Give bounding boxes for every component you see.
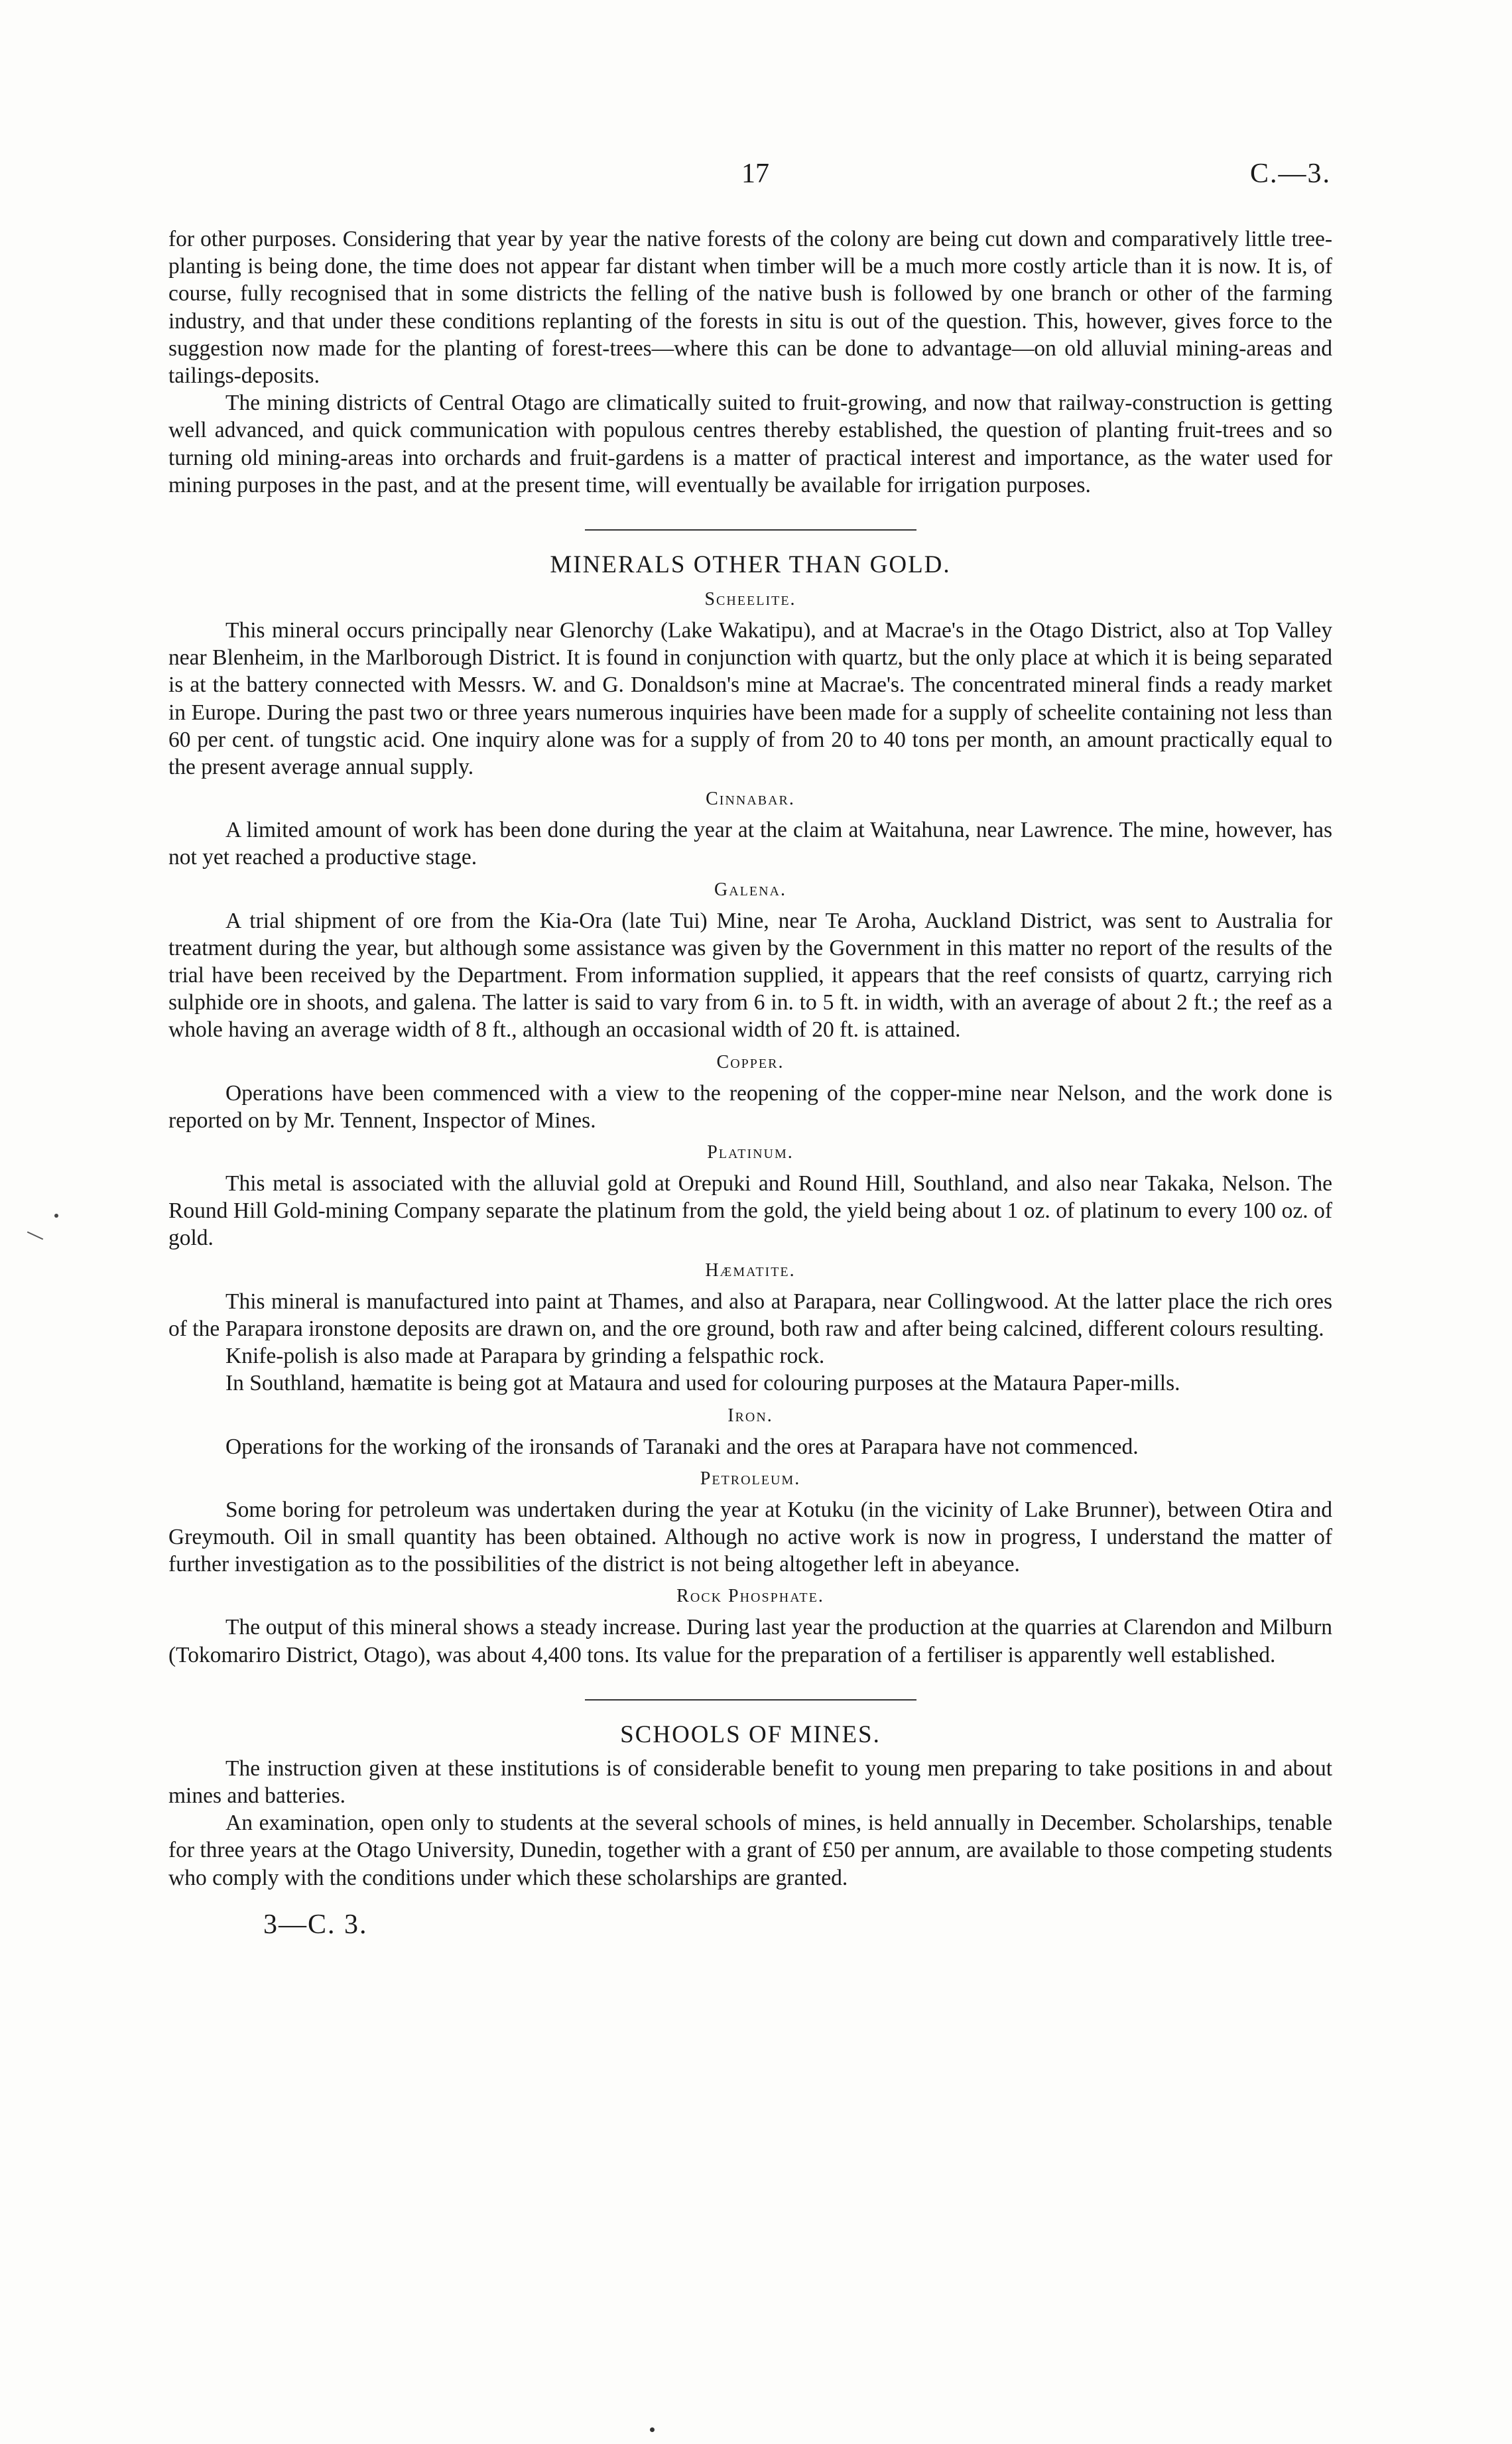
section-heading-iron: Iron. bbox=[727, 1405, 773, 1426]
section-heading-rock-phosphate: Rock Phosphate. bbox=[676, 1586, 824, 1607]
section-divider bbox=[585, 1699, 916, 1701]
section-heading-copper: Copper. bbox=[716, 1051, 785, 1072]
section-paragraph: A limited amount of work has been done during the year at the claim at Waitahuna, near Lawrence. The mine, however, has not yet reached a productive stage. bbox=[168, 818, 1332, 870]
schools-title: SCHOOLS OF MINES. bbox=[620, 1720, 881, 1748]
section-paragraph: Knife-polish is also made at Parapara by grinding a felspathic rock. bbox=[225, 1344, 825, 1369]
intro-paragraph: for other purposes. Considering that year by year the native forests of the colony are being cut down and comparatively little tree-planting is being done, the time does not appear far distant when timber will be a much more costly article than it is now. It is, of course, fully recognised that in some districts the felling of the native bush is followed by one branch or other of the farming industry, and that under these conditions replanting of the forests in situ is out of the question. This, however, gives force to the suggestion now made for the planting of forest-trees—where this can be done to advantage—on old alluvial mining-areas and tailings-deposits. bbox=[168, 227, 1332, 389]
section-heading-galena: Galena. bbox=[714, 879, 787, 900]
section-heading-scheelite: Scheelite. bbox=[704, 589, 796, 610]
section-heading-platinum: Platinum. bbox=[707, 1142, 794, 1163]
section-heading-petroleum: Petroleum. bbox=[700, 1468, 801, 1489]
page-number: 17 bbox=[741, 159, 769, 189]
schools-paragraph: An examination, open only to students at the several schools of mines, is held annually in December. Scholarships, tenable for three years at the Otago University, Dunedin, together with a grant of £50 per annum, are available to those competing students who comply with the conditions under which these scholarships are granted. bbox=[168, 1811, 1332, 1890]
scan-mark bbox=[27, 1232, 43, 1240]
section-heading-haematite: Hæmatite. bbox=[705, 1259, 796, 1281]
section-heading-cinnabar: Cinnabar. bbox=[706, 789, 795, 810]
series-reference: C.—3. bbox=[1250, 159, 1332, 189]
schools-paragraph: The instruction given at these institutions is of considerable benefit to young men preparing to take positions in and about mines and batteries. bbox=[168, 1756, 1332, 1808]
page-body bbox=[168, 225, 1332, 1941]
section-divider bbox=[585, 529, 916, 531]
intro-paragraph: The mining districts of Central Otago are climatically suited to fruit-growing, and now that railway-construction is getting well advanced, and quick communication with populous centres thereby established, the question of planting fruit-trees and so turning old mining-areas into orchards and fruit-gardens is a matter of practical interest and importance, as the water used for mining purposes in the past, and at the present time, will eventually be available for irrigation purposes. bbox=[168, 391, 1332, 497]
page-header bbox=[0, 158, 1512, 198]
section-paragraph: Operations for the working of the ironsands of Taranaki and the ores at Parapara have not commenced. bbox=[225, 1434, 1139, 1459]
section-paragraph: This metal is associated with the alluvial gold at Orepuki and Round Hill, Southland, and also near Takaka, Nelson. The Round Hill Gold-mining Company separate the platinum from the gold, the yield being about 1 oz. of platinum to every 100 oz. of gold. bbox=[168, 1171, 1332, 1251]
scan-mark bbox=[650, 2427, 655, 2432]
section-paragraph: Operations have been commenced with a view to the reopening of the copper-mine near Nelson, and the work done is reported on by Mr. Tennent, Inspector of Mines. bbox=[168, 1080, 1332, 1133]
signature-mark: 3—C. 3. bbox=[263, 1909, 368, 1940]
section-paragraph: A trial shipment of ore from the Kia-Ora (late Tui) Mine, near Te Aroha, Auckland District, was sent to Australia for treatment during the year, but although some assistance was given by the Government in this matter no report of the results of the trial have been received by the Department. From information supplied, it appears that the reef consists of quartz, carrying rich sulphide ore in shoots, and galena. The latter is said to vary from 6 in. to 5 ft. in width, with an average of about 2 ft.; the reef as a whole having an average width of 8 ft., although an occasional width of 20 ft. is attained. bbox=[168, 908, 1332, 1043]
section-paragraph: Some boring for petroleum was undertaken during the year at Kotuku (in the vicinity of Lake Brunner), between Otira and Greymouth. Oil in small quantity has been obtained. Although no active work is now in progress, I understand the matter of further investigation as to the possibilities of the district is not being altogether left in abeyance. bbox=[168, 1497, 1332, 1577]
section-paragraph: This mineral is manufactured into paint at Thames, and also at Parapara, near Collingwood. At the latter place the rich ores of the Parapara ironstone deposits are drawn on, and the ore ground, both raw and after being calcined, different colours resulting. bbox=[168, 1289, 1332, 1341]
minerals-title: MINERALS OTHER THAN GOLD. bbox=[550, 551, 951, 579]
scan-mark bbox=[54, 1214, 58, 1218]
section-paragraph: This mineral occurs principally near Glenorchy (Lake Wakatipu), and at Macrae's in the Otago District, also at Top Valley near Blenheim, in the Marlborough District. It is found in conjunction with quartz, but the only place at which it is being separated is at the battery connected with Messrs. W. and G. Donaldson's mine at Macrae's. The concentrated mineral finds a ready market in Europe. During the past two or three years numerous inquiries have been made for a supply of scheelite containing not less than 60 per cent. of tungstic acid. One inquiry alone was for a supply of from 20 to 40 tons per month, an amount practically equal to the present average annual supply. bbox=[168, 618, 1332, 780]
section-paragraph: In Southland, hæmatite is being got at Mataura and used for colouring purposes at the Mataura Paper-mills. bbox=[225, 1371, 1180, 1396]
section-paragraph: The output of this mineral shows a steady increase. During last year the production at the quarries at Clarendon and Milburn (Tokomariro District, Otago), was about 4,400 tons. Its value for the preparation of a fertiliser is apparently well established. bbox=[168, 1615, 1332, 1667]
